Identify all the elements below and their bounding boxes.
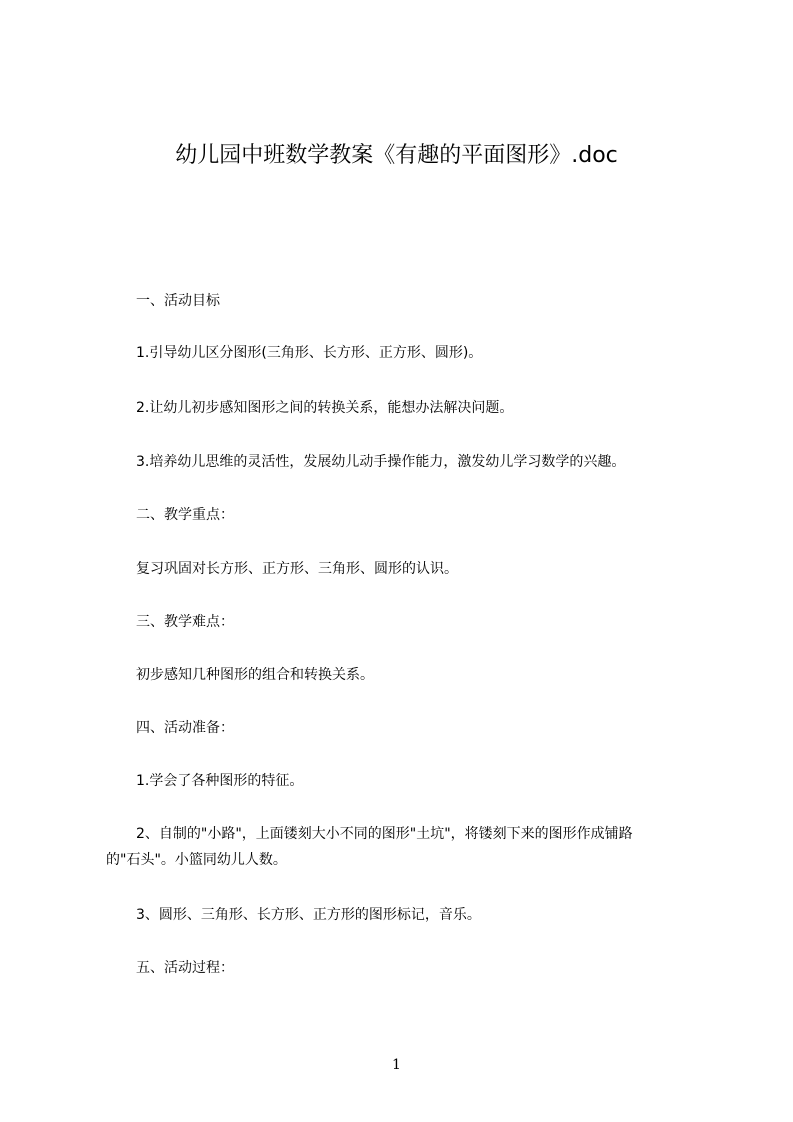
heading-activity-preparation: 四、活动准备： [136,720,234,736]
preparation-item-2 [106,821,726,873]
preparation-item-2-line-2: 的"石头"。小篮同幼儿人数。 [106,852,287,868]
heading-activity-goals: 一、活动目标 [136,293,220,309]
heading-activity-process: 五、活动过程： [136,960,234,976]
document-title: 幼儿园中班数学教案《有趣的平面图形》.doc [175,143,618,168]
teaching-difficulty-text: 初步感知几种图形的组合和转换关系。 [136,667,374,683]
heading-teaching-difficulty: 三、教学难点： [136,614,234,630]
preparation-item-3: 3、圆形、三角形、长方形、正方形的图形标记，音乐。 [136,907,481,923]
preparation-item-2-line-1: 2、自制的"小路"，上面镂刻大小不同的图形"土坑"，将镂刻下来的图形作成铺路 [136,826,633,842]
page-number: 1 [392,1057,401,1073]
goal-item-2: 2.让幼儿初步感知图形之间的转换关系，能想办法解决问题。 [136,400,514,416]
teaching-focus-text: 复习巩固对长方形、正方形、三角形、圆形的认识。 [136,561,458,577]
preparation-item-1: 1.学会了各种图形的特征。 [136,773,304,789]
heading-teaching-focus: 二、教学重点： [136,507,234,523]
goal-item-3: 3.培养幼儿思维的灵活性，发展幼儿动手操作能力，激发幼儿学习数学的兴趣。 [136,454,626,470]
goal-item-1: 1.引导幼儿区分图形(三角形、长方形、正方形、圆形)。 [136,345,483,361]
